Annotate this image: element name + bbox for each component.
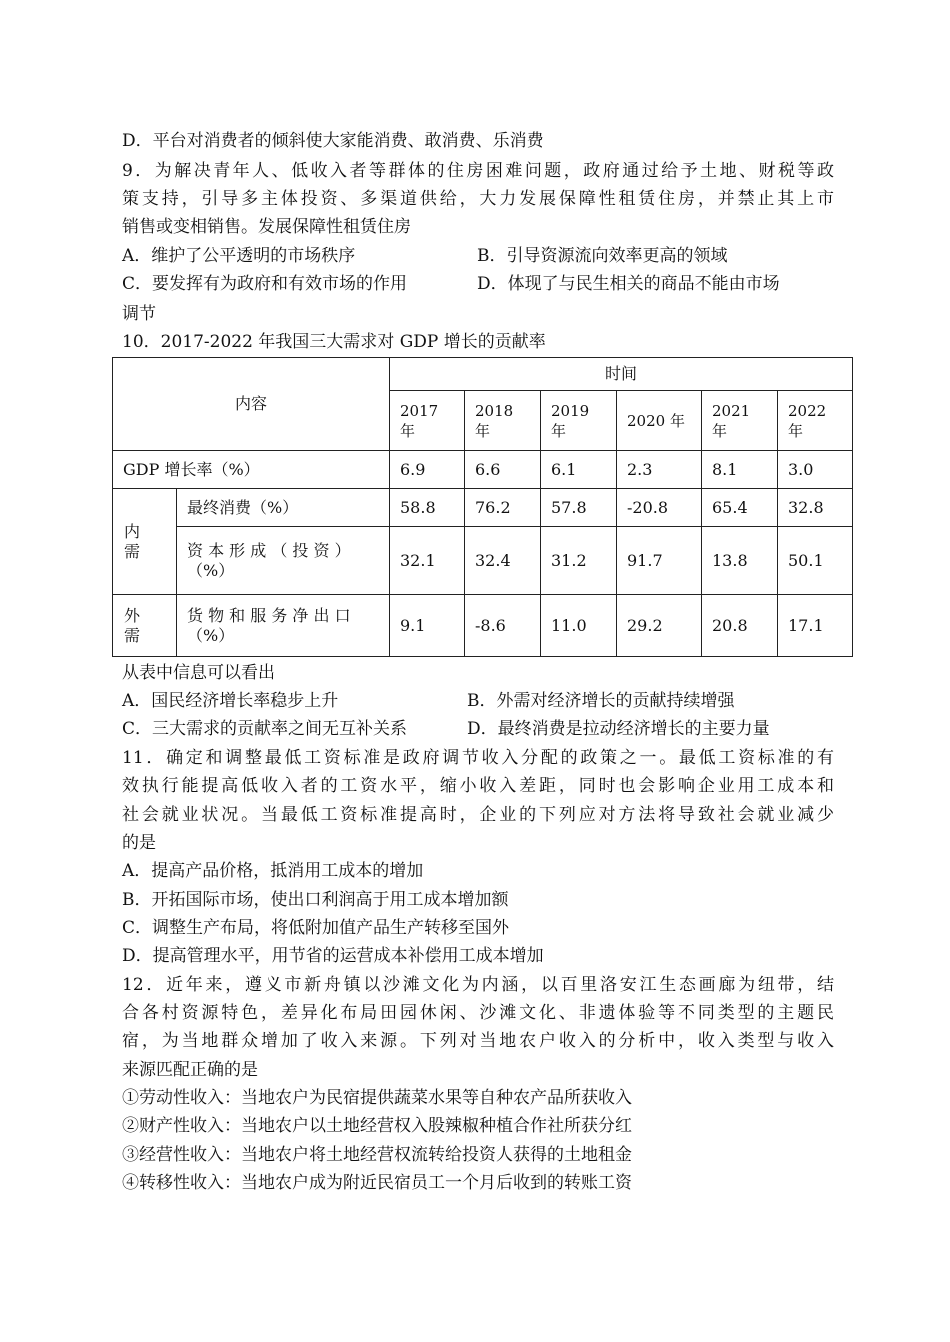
exports-2022: 17.1 xyxy=(778,595,853,657)
consumption-2020: -20.8 xyxy=(617,489,702,527)
gdp-2019: 6.1 xyxy=(541,451,617,489)
q11-stem-line-4: 的是 xyxy=(122,833,156,853)
q9-stem-line-3: 销售或变相销售。发展保障性租赁住房 xyxy=(122,217,411,237)
q9-option-c[interactable]: C．要发挥有为政府和有效市场的作用 xyxy=(122,274,408,294)
q9-stem-line-2: 策支持，引导多主体投资、多渠道供给，大力发展保障性租赁住房，并禁止其上市 xyxy=(122,189,834,209)
gdp-2017: 6.9 xyxy=(390,451,465,489)
year-2020: 2020 年 xyxy=(617,391,702,451)
q12-stem-line-3: 宿，为当地群众增加了收入来源。下列对当地农户收入的分析中，收入类型与收入 xyxy=(122,1031,834,1051)
q11-option-a[interactable]: A．提高产品价格，抵消用工成本的增加 xyxy=(122,861,424,881)
consumption-label: 最终消费（%） xyxy=(177,489,390,527)
consumption-2022: 32.8 xyxy=(778,489,853,527)
gdp-label: GDP 增长率（%） xyxy=(113,451,390,489)
year-2019: 2019 年 xyxy=(541,391,617,451)
year-2022: 2022 年 xyxy=(778,391,853,451)
q12-item-2[interactable]: ②财产性收入：当地农户以土地经营权入股辣椒种植合作社所获分红 xyxy=(122,1116,632,1136)
q12-stem-line-2: 合各村资源特色，差异化布局田园休闲、沙滩文化、非遗体验等不同类型的主题民 xyxy=(122,1003,834,1023)
q12-item-1[interactable]: ①劳动性收入：当地农户为民宿提供蔬菜水果等自种农产品所获收入 xyxy=(122,1088,632,1108)
table-row-net-exports xyxy=(113,595,853,657)
year-2018: 2018 年 xyxy=(465,391,541,451)
q8-option-d[interactable]: D．平台对消费者的倾斜使大家能消费、敢消费、乐消费 xyxy=(122,131,544,151)
q12-item-3[interactable]: ③经营性收入：当地农户将土地经营权流转给投资人获得的土地租金 xyxy=(122,1145,632,1165)
table-row-gdp xyxy=(113,451,853,489)
gdp-2022: 3.0 xyxy=(778,451,853,489)
capital-2019: 31.2 xyxy=(541,527,617,595)
capital-2018: 32.4 xyxy=(465,527,541,595)
capital-2021: 13.8 xyxy=(702,527,778,595)
q12-stem-line-4: 来源匹配正确的是 xyxy=(122,1060,258,1080)
consumption-2018: 76.2 xyxy=(465,489,541,527)
foreign-demand-label: 外 需 xyxy=(113,595,177,657)
q12-stem-line-1: 12．近年来，遵义市新舟镇以沙滩文化为内涵，以百里洛安江生态画廊为纽带，结 xyxy=(122,975,834,995)
q10-option-b[interactable]: B．外需对经济增长的贡献持续增强 xyxy=(467,691,735,711)
consumption-2021: 65.4 xyxy=(702,489,778,527)
q11-option-d[interactable]: D．提高管理水平，用节省的运营成本补偿用工成本增加 xyxy=(122,946,544,966)
header-time: 时间 xyxy=(390,358,853,391)
q11-stem-line-1: 11．确定和调整最低工资标准是政府调节收入分配的政策之一。最低工资标准的有 xyxy=(122,748,834,768)
gdp-2020: 2.3 xyxy=(617,451,702,489)
gdp-contribution-table xyxy=(112,357,853,657)
capital-2020: 91.7 xyxy=(617,527,702,595)
q10-option-d[interactable]: D．最终消费是拉动经济增长的主要力量 xyxy=(467,719,770,739)
q10-option-c[interactable]: C．三大需求的贡献率之间无互补关系 xyxy=(122,719,408,739)
q9-option-d-continued: 调节 xyxy=(122,304,156,324)
q9-option-d[interactable]: D．体现了与民生相关的商品不能由市场 xyxy=(477,274,780,294)
q11-option-b[interactable]: B．开拓国际市场，使出口利润高于用工成本增加额 xyxy=(122,890,509,910)
exports-2018: -8.6 xyxy=(465,595,541,657)
q10-after-text: 从表中信息可以看出 xyxy=(122,663,275,683)
exports-2019: 11.0 xyxy=(541,595,617,657)
exports-label: 货 物 和 服 务 净 出 口 （%） xyxy=(177,595,390,657)
consumption-2019: 57.8 xyxy=(541,489,617,527)
q9-option-a[interactable]: A．维护了公平透明的市场秩序 xyxy=(122,246,356,266)
q10-option-a[interactable]: A．国民经济增长率稳步上升 xyxy=(122,691,339,711)
year-2021: 2021 年 xyxy=(702,391,778,451)
gdp-2021: 8.1 xyxy=(702,451,778,489)
header-content: 内容 xyxy=(113,358,390,451)
exports-2021: 20.8 xyxy=(702,595,778,657)
table-row-consumption xyxy=(113,489,853,527)
year-2017: 2017 年 xyxy=(390,391,465,451)
gdp-2018: 6.6 xyxy=(465,451,541,489)
capital-label: 资 本 形 成 （ 投 资 ） （%） xyxy=(177,527,390,595)
domestic-demand-label: 内 需 xyxy=(113,489,177,595)
exports-2017: 9.1 xyxy=(390,595,465,657)
q10-title: 10．2017-2022 年我国三大需求对 GDP 增长的贡献率 xyxy=(122,332,546,352)
q11-option-c[interactable]: C．调整生产布局，将低附加值产品生产转移至国外 xyxy=(122,918,510,938)
capital-2022: 50.1 xyxy=(778,527,853,595)
consumption-2017: 58.8 xyxy=(390,489,465,527)
q9-option-b[interactable]: B．引导资源流向效率更高的领域 xyxy=(477,246,728,266)
capital-2017: 32.1 xyxy=(390,527,465,595)
table-row-capital xyxy=(113,527,853,595)
q11-stem-line-3: 社会就业状况。当最低工资标准提高时，企业的下列应对方法将导致社会就业减少 xyxy=(122,805,834,825)
exports-2020: 29.2 xyxy=(617,595,702,657)
q11-stem-line-2: 效执行能提高低收入者的工资水平，缩小收入差距，同时也会影响企业用工成本和 xyxy=(122,776,834,796)
q9-stem-line-1: 9．为解决青年人、低收入者等群体的住房困难问题，政府通过给予土地、财税等政 xyxy=(122,161,834,181)
q12-item-4[interactable]: ④转移性收入：当地农户成为附近民宿员工一个月后收到的转账工资 xyxy=(122,1173,632,1193)
